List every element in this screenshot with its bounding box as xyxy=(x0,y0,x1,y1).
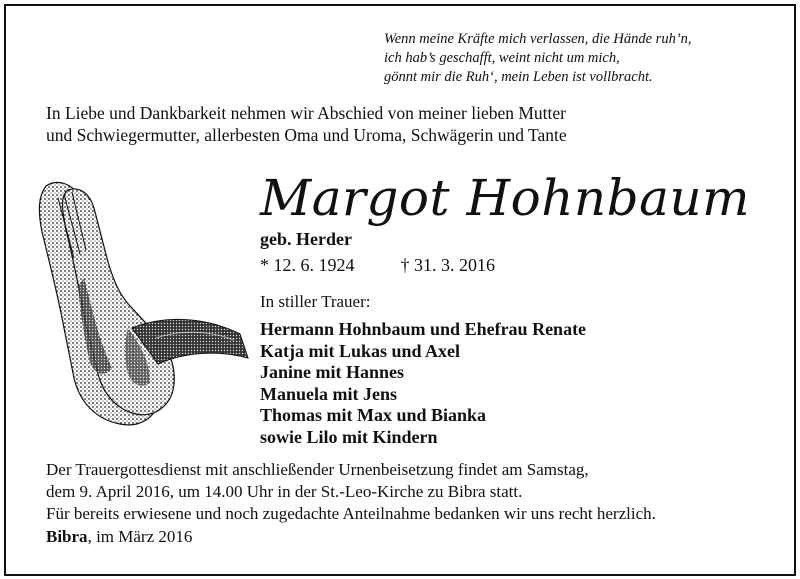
mourner-line: Janine mit Hannes xyxy=(260,362,405,382)
poem-line: ich hab’s geschafft, weint nicht um mich, xyxy=(384,50,620,66)
service-info xyxy=(46,459,656,525)
intro-text xyxy=(46,102,567,146)
service-line: Der Trauergottesdienst mit anschließender Urnenbeisetzung findet am Samstag, xyxy=(46,460,589,479)
intro-line: In Liebe und Dankbarkeit nehmen wir Abschied von meiner lieben Mutter xyxy=(46,103,566,123)
birth-name: geb. Herder xyxy=(260,229,352,249)
signature-place: Bibra xyxy=(46,527,88,546)
mourner-line: sowie Lilo mit Kindern xyxy=(260,426,438,447)
intro-line: und Schwiegermutter, allerbesten Oma und Uroma, Schwägerin und Tante xyxy=(46,125,567,145)
mourning-label: In stiller Trauer: xyxy=(260,292,371,311)
mourner-line: Hermann Hohnbaum und Ehefrau Renate xyxy=(260,319,587,339)
birth-date: * 12. 6. 1924 xyxy=(260,255,355,275)
life-dates xyxy=(260,255,495,276)
poem-line: gönnt mir die Ruh‘, mein Leben ist vollbracht. xyxy=(384,69,653,85)
deceased-name: Margot Hohnbaum xyxy=(260,169,751,227)
mourner-line: Manuela mit Jens xyxy=(260,383,397,404)
praying-hands-icon xyxy=(28,178,254,434)
mourners-list xyxy=(260,319,586,448)
service-line: dem 9. April 2016, um 14.00 Uhr in der St.-Leo-Kirche zu Bibra statt. xyxy=(46,482,523,501)
signature-date: , im März 2016 xyxy=(87,527,193,546)
death-date: † 31. 3. 2016 xyxy=(400,255,495,275)
service-line: Für bereits erwiesene und noch zugedachte Anteilnahme bedanken wir uns recht herzlich. xyxy=(46,504,656,523)
mourner-line: Katja mit Lukas und Axel xyxy=(260,340,461,361)
poem-line: Wenn meine Kräfte mich verlassen, die Hände ruh’n, xyxy=(384,31,692,47)
signature xyxy=(46,527,192,547)
mourner-line: Thomas mit Max und Bianka xyxy=(260,405,487,425)
poem xyxy=(384,30,692,87)
